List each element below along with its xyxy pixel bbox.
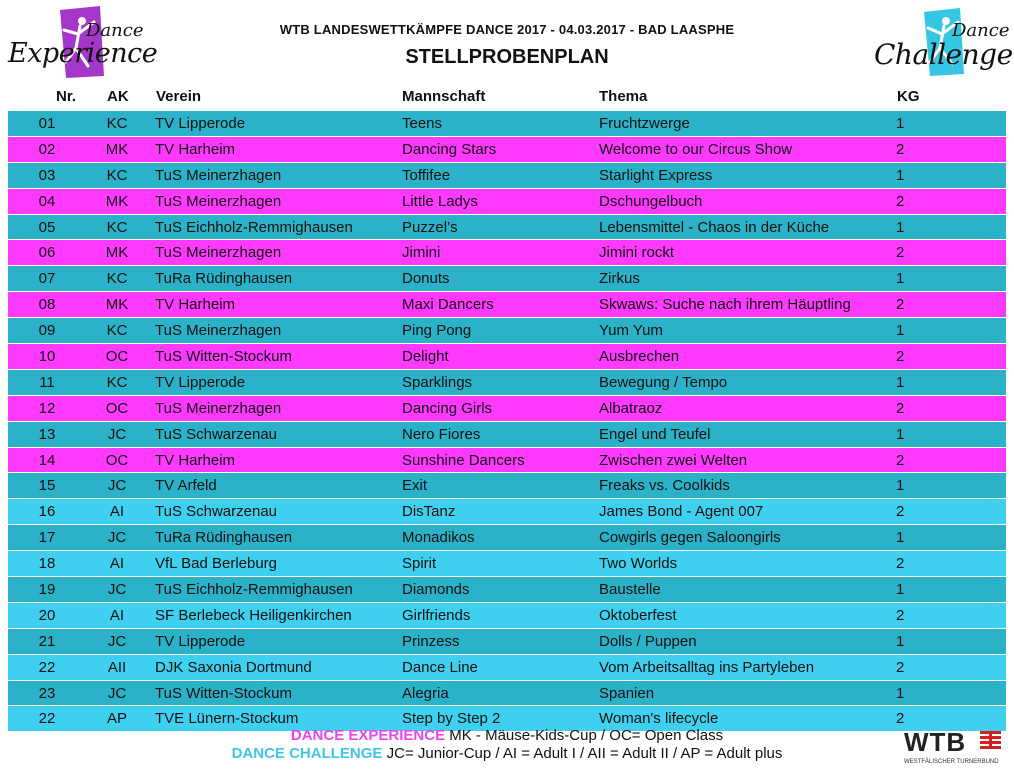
cell-ak: AP [86, 706, 148, 732]
table-row [8, 447, 1006, 473]
cell-nr: 11 [8, 369, 86, 395]
cell-nr: 22 [8, 654, 86, 680]
table-header [8, 88, 1006, 108]
cell-verein: TV Lipperode [148, 369, 402, 395]
col-header-verein: Verein [156, 88, 202, 105]
cell-kg: 1 [896, 318, 1006, 344]
cell-thema: Bewegung / Tempo [599, 369, 896, 395]
table-row [8, 266, 1006, 292]
cell-kg: 2 [896, 706, 1006, 732]
cell-mannschaft: Spirit [402, 551, 599, 577]
cell-verein: TV Harheim [148, 292, 402, 318]
cell-ak: KC [86, 266, 148, 292]
cell-kg: 1 [896, 111, 1006, 136]
cell-thema: Jimini rockt [599, 240, 896, 266]
cell-ak: OC [86, 344, 148, 370]
col-header-mannschaft: Mannschaft [402, 88, 486, 105]
cell-ak: KC [86, 318, 148, 344]
cell-thema: Zirkus [599, 266, 896, 292]
cell-nr: 04 [8, 188, 86, 214]
cell-mannschaft: Dancing Stars [402, 136, 599, 162]
dance-experience-logo [6, 4, 158, 80]
cell-nr: 03 [8, 162, 86, 188]
cell-nr: 09 [8, 318, 86, 344]
cell-mannschaft: Exit [402, 473, 599, 499]
cell-ak: MK [86, 188, 148, 214]
cell-mannschaft: Nero Fiores [402, 421, 599, 447]
cell-thema: Woman's lifecycle [599, 706, 896, 732]
legend-experience-text: MK - Mäuse-Kids-Cup / OC= Open Class [445, 727, 724, 744]
table-row [8, 369, 1006, 395]
cell-mannschaft: Sparklings [402, 369, 599, 395]
cell-nr: 20 [8, 602, 86, 628]
cell-verein: TV Lipperode [148, 111, 402, 136]
cell-thema: Albatraoz [599, 395, 896, 421]
cell-nr: 15 [8, 473, 86, 499]
table-row [8, 551, 1006, 577]
cell-nr: 16 [8, 499, 86, 525]
cell-ak: KC [86, 111, 148, 136]
logo-right-word-challenge: Challenge [874, 38, 1013, 71]
cell-nr: 21 [8, 628, 86, 654]
cell-ak: JC [86, 473, 148, 499]
wtb-emblem-icon [980, 731, 1002, 755]
table-row [8, 344, 1006, 370]
table-row [8, 654, 1006, 680]
cell-mannschaft: Donuts [402, 266, 599, 292]
table-row [8, 292, 1006, 318]
cell-ak: MK [86, 136, 148, 162]
wtb-logo-text: WTB [904, 727, 967, 757]
cell-ak: JC [86, 525, 148, 551]
logo-left-word-experience: Experience [8, 38, 158, 69]
table-row [8, 395, 1006, 421]
cell-nr: 12 [8, 395, 86, 421]
cell-verein: TV Harheim [148, 136, 402, 162]
cell-kg: 2 [896, 654, 1006, 680]
cell-mannschaft: Diamonds [402, 577, 599, 603]
cell-nr: 13 [8, 421, 86, 447]
cell-thema: Skwaws: Suche nach ihrem Häuptling [599, 292, 896, 318]
cell-thema: Freaks vs. Coolkids [599, 473, 896, 499]
cell-nr: 10 [8, 344, 86, 370]
cell-nr: 01 [8, 111, 86, 136]
cell-kg: 1 [896, 162, 1006, 188]
cell-ak: AI [86, 499, 148, 525]
cell-ak: OC [86, 395, 148, 421]
cell-ak: OC [86, 447, 148, 473]
col-header-nr: Nr. [56, 88, 77, 105]
cell-thema: Baustelle [599, 577, 896, 603]
cell-kg: 2 [896, 240, 1006, 266]
cell-mannschaft: Step by Step 2 [402, 706, 599, 732]
cell-verein: SF Berlebeck Heiligenkirchen [148, 602, 402, 628]
legend-dance-challenge [150, 745, 864, 762]
cell-thema: Ausbrechen [599, 344, 896, 370]
wtb-logo [900, 725, 1006, 773]
table-row [8, 473, 1006, 499]
table-row [8, 214, 1006, 240]
cell-mannschaft: Girlfriends [402, 602, 599, 628]
cell-thema: Vom Arbeitsalltag ins Partyleben [599, 654, 896, 680]
table-row [8, 318, 1006, 344]
cell-mannschaft: Jimini [402, 240, 599, 266]
cell-mannschaft: Delight [402, 344, 599, 370]
wtb-logo-subtitle: WESTFÄLISCHER TURNERBUND [904, 759, 999, 765]
event-subtitle: WTB LANDESWETTKÄMPFE DANCE 2017 - 04.03.2017 - BAD LAASPHE [279, 22, 735, 37]
cell-ak: AI [86, 602, 148, 628]
cell-kg: 1 [896, 680, 1006, 706]
cell-thema: Oktoberfest [599, 602, 896, 628]
cell-ak: AI [86, 551, 148, 577]
cell-kg: 1 [896, 628, 1006, 654]
cell-mannschaft: DisTanz [402, 499, 599, 525]
cell-verein: TV Harheim [148, 447, 402, 473]
cell-verein: TV Arfeld [148, 473, 402, 499]
cell-nr: 19 [8, 577, 86, 603]
cell-kg: 2 [896, 499, 1006, 525]
cell-verein: TuS Meinerzhagen [148, 318, 402, 344]
legend-challenge-text: JC= Junior-Cup / AI = Adult I / AII = Adult II / AP = Adult plus [382, 745, 783, 762]
cell-verein: TuS Meinerzhagen [148, 162, 402, 188]
cell-thema: Dschungelbuch [599, 188, 896, 214]
cell-kg: 2 [896, 136, 1006, 162]
dance-challenge-logo [868, 4, 1013, 80]
cell-nr: 05 [8, 214, 86, 240]
cell-ak: KC [86, 369, 148, 395]
cell-nr: 14 [8, 447, 86, 473]
cell-kg: 2 [896, 344, 1006, 370]
cell-thema: Welcome to our Circus Show [599, 136, 896, 162]
cell-verein: TuS Eichholz-Remmighausen [148, 577, 402, 603]
cell-nr: 02 [8, 136, 86, 162]
cell-kg: 1 [896, 266, 1006, 292]
table-row [8, 628, 1006, 654]
cell-nr: 22 [8, 706, 86, 732]
table-row [8, 499, 1006, 525]
cell-nr: 08 [8, 292, 86, 318]
table-row [8, 188, 1006, 214]
cell-ak: JC [86, 628, 148, 654]
cell-nr: 18 [8, 551, 86, 577]
logo-right-word-dance: Dance [952, 20, 1010, 41]
cell-mannschaft: Maxi Dancers [402, 292, 599, 318]
table-row [8, 577, 1006, 603]
table-row [8, 680, 1006, 706]
cell-ak: MK [86, 240, 148, 266]
cell-verein: TuRa Rüdinghausen [148, 525, 402, 551]
cell-thema: Cowgirls gegen Saloongirls [599, 525, 896, 551]
cell-ak: AII [86, 654, 148, 680]
page-title: STELLPROBENPLAN [405, 46, 609, 68]
cell-kg: 1 [896, 214, 1006, 240]
cell-nr: 06 [8, 240, 86, 266]
cell-kg: 1 [896, 421, 1006, 447]
cell-kg: 2 [896, 188, 1006, 214]
col-header-ak: AK [107, 88, 129, 105]
cell-nr: 07 [8, 266, 86, 292]
cell-verein: TV Lipperode [148, 628, 402, 654]
cell-mannschaft: Prinzess [402, 628, 599, 654]
cell-kg: 1 [896, 369, 1006, 395]
col-header-thema: Thema [599, 88, 648, 105]
cell-nr: 23 [8, 680, 86, 706]
cell-ak: KC [86, 162, 148, 188]
cell-thema: Dolls / Puppen [599, 628, 896, 654]
table-row [8, 162, 1006, 188]
table-row [8, 421, 1006, 447]
cell-kg: 1 [896, 525, 1006, 551]
cell-ak: JC [86, 680, 148, 706]
cell-mannschaft: Puzzel’s [402, 214, 599, 240]
cell-verein: TuS Meinerzhagen [148, 395, 402, 421]
cell-thema: Lebensmittel - Chaos in der Küche [599, 214, 896, 240]
cell-kg: 2 [896, 447, 1006, 473]
cell-mannschaft: Dancing Girls [402, 395, 599, 421]
cell-verein: TuRa Rüdinghausen [148, 266, 402, 292]
cell-verein: DJK Saxonia Dortmund [148, 654, 402, 680]
cell-verein: TuS Schwarzenau [148, 421, 402, 447]
cell-kg: 2 [896, 292, 1006, 318]
cell-verein: TuS Witten-Stockum [148, 680, 402, 706]
cell-thema: James Bond - Agent 007 [599, 499, 896, 525]
cell-thema: Yum Yum [599, 318, 896, 344]
cell-ak: KC [86, 214, 148, 240]
cell-mannschaft: Monadikos [402, 525, 599, 551]
cell-mannschaft: Toffifee [402, 162, 599, 188]
cell-kg: 1 [896, 577, 1006, 603]
legend-experience-brand: DANCE EXPERIENCE [290, 727, 446, 744]
cell-mannschaft: Teens [402, 111, 599, 136]
cell-thema: Starlight Express [599, 162, 896, 188]
logo-left-word-dance: Dance [86, 20, 144, 41]
cell-mannschaft: Ping Pong [402, 318, 599, 344]
legend-dance-experience [150, 727, 864, 744]
cell-verein: TuS Eichholz-Remmighausen [148, 214, 402, 240]
table-row [8, 602, 1006, 628]
cell-verein: TuS Schwarzenau [148, 499, 402, 525]
cell-verein: TuS Witten-Stockum [148, 344, 402, 370]
cell-mannschaft: Little Ladys [402, 188, 599, 214]
cell-thema: Fruchtzwerge [599, 111, 896, 136]
cell-thema: Spanien [599, 680, 896, 706]
cell-thema: Zwischen zwei Welten [599, 447, 896, 473]
table-row [8, 136, 1006, 162]
cell-verein: VfL Bad Berleburg [148, 551, 402, 577]
cell-mannschaft: Dance Line [402, 654, 599, 680]
cell-ak: MK [86, 292, 148, 318]
cell-kg: 1 [896, 473, 1006, 499]
cell-thema: Engel und Teufel [599, 421, 896, 447]
cell-kg: 2 [896, 551, 1006, 577]
cell-verein: TuS Meinerzhagen [148, 188, 402, 214]
cell-nr: 17 [8, 525, 86, 551]
cell-kg: 2 [896, 602, 1006, 628]
cell-ak: JC [86, 577, 148, 603]
cell-verein: TVE Lünern-Stockum [148, 706, 402, 732]
rehearsal-schedule-table [8, 111, 1006, 732]
cell-kg: 2 [896, 395, 1006, 421]
cell-mannschaft: Sunshine Dancers [402, 447, 599, 473]
cell-thema: Two Worlds [599, 551, 896, 577]
table-row [8, 240, 1006, 266]
cell-mannschaft: Alegria [402, 680, 599, 706]
col-header-kg: KG [897, 88, 920, 105]
table-row [8, 525, 1006, 551]
cell-verein: TuS Meinerzhagen [148, 240, 402, 266]
legend-challenge-brand: DANCE CHALLENGE [231, 745, 383, 762]
cell-ak: JC [86, 421, 148, 447]
table-row [8, 111, 1006, 136]
